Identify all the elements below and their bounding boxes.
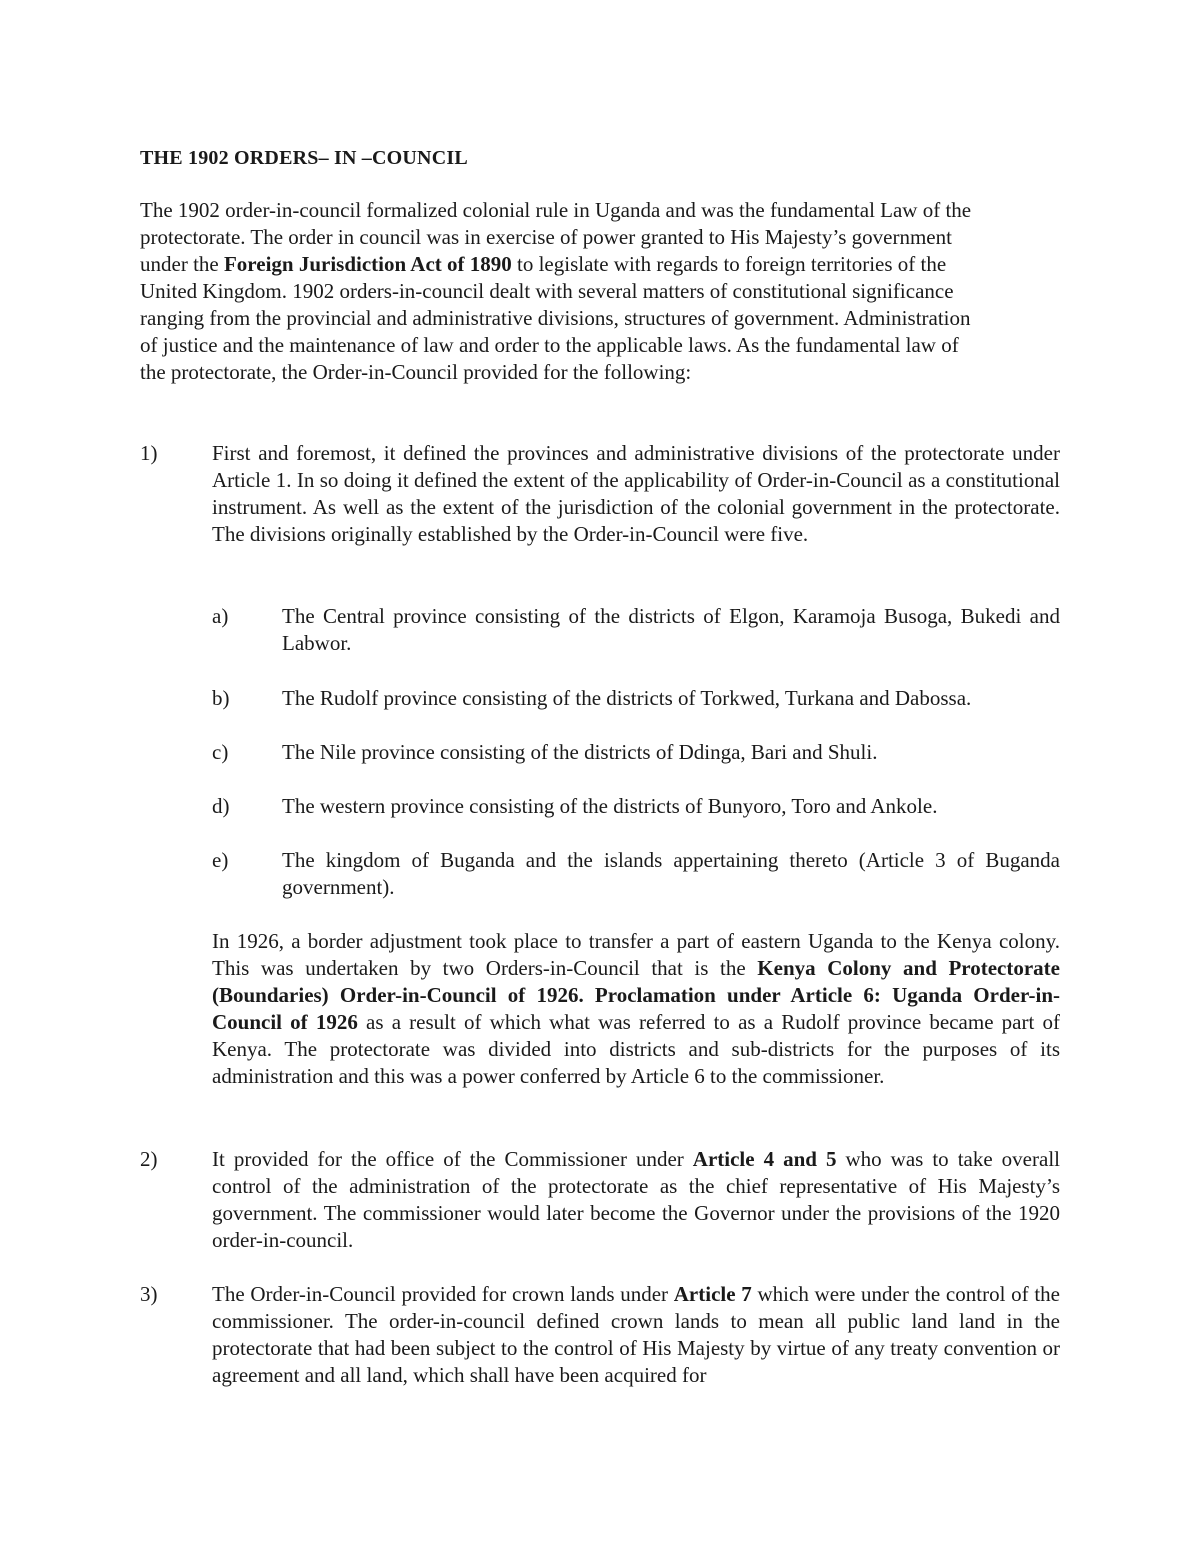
list-item-2	[140, 1146, 1060, 1254]
article-4-and-5: Article 4 and 5	[692, 1147, 837, 1171]
kenya-colony-order: Kenya Colony and Protectorate (Boundaries) Order-in-Council of 1926. Proclamation under Article 6: Uganda Order-in-Council of 1926	[212, 956, 1060, 1034]
list-item-3-part2: which were under the control of the commissioner. The order-in-council defined crown lands to mean all public land land in the protectorate that had been subject to the control of His Majesty by virtue of any treaty convention or agreement and all land, which shall have been acquired for	[212, 1282, 1060, 1387]
intro-paragraph	[140, 197, 980, 386]
sub-item-a	[212, 603, 1060, 657]
sub-item-c	[212, 739, 1060, 766]
sub-item-text: The kingdom of Buganda and the islands appertaining thereto (Article 3 of Buganda government).	[282, 848, 1060, 899]
foreign-jurisdiction-act: Foreign Jurisdiction Act of 1890	[223, 252, 512, 276]
sub-item-text: The western province consisting of the districts of Bunyoro, Toro and Ankole.	[282, 794, 938, 818]
list-number: 1)	[140, 441, 158, 465]
sub-item-letter: a)	[212, 604, 229, 628]
document-title: THE 1902 ORDERS– IN –COUNCIL	[140, 147, 468, 169]
list-item-text	[212, 1146, 1060, 1254]
intro-text-part1: The 1902 order-in-council formalized colonial rule in Uganda and was the fundamental Law of the protectorate. The order in council was in exercise of power granted to His Majesty’s government under the	[140, 198, 972, 276]
list-item-3	[140, 1281, 1060, 1389]
list-item-1	[140, 440, 1060, 548]
paragraph-1926-part2: as a result of which what was referred to as a Rudolf province became part of Kenya. The protectorate was divided into districts and sub-districts for the purposes of its administration and this was a power conferred by Article 6 to the commissioner.	[212, 1010, 1060, 1088]
list-item-2-part1: It provided for the office of the Commissioner under	[212, 1147, 693, 1171]
list-item-2-part2: who was to take overall control of the administration of the protectorate as the chief representative of His Majesty’s government. The commissioner would later become the Governor under the provisions of the 1920 order-in-council.	[212, 1147, 1060, 1252]
sub-item-b	[212, 685, 1060, 712]
paragraph-1926-part1: In 1926, a border adjustment took place to transfer a part of eastern Uganda to the Kenya colony. This was undertaken by two Orders-in-Council that is the	[212, 929, 1060, 980]
list-number: 2)	[140, 1147, 158, 1171]
list-item-3-part1: The Order-in-Council provided for crown lands under	[212, 1282, 674, 1306]
sub-item-letter: d)	[212, 794, 230, 818]
sub-item-text: The Nile province consisting of the districts of Ddinga, Bari and Shuli.	[282, 740, 878, 764]
intro-text	[140, 197, 980, 386]
sub-item-text: The Central province consisting of the districts of Elgon, Karamoja Busoga, Bukedi and Labwor.	[282, 604, 1060, 655]
list-item-text: First and foremost, it defined the provinces and administrative divisions of the protectorate under Article 1. In so doing it defined the extent of the applicability of Order-in-Council as a constitutional instrument. As well as the extent of the jurisdiction of the colonial government in the protectorate. The divisions originally established by the Order-in-Council were five.	[212, 441, 1060, 546]
sub-item-text: The Rudolf province consisting of the districts of Torkwed, Turkana and Dabossa.	[282, 686, 972, 710]
sub-item-d	[212, 793, 1060, 820]
paragraph-1926	[212, 928, 1060, 1090]
article-7: Article 7	[673, 1282, 752, 1306]
sub-item-letter: c)	[212, 740, 229, 764]
list-item-text	[212, 1281, 1060, 1389]
sub-item-letter: b)	[212, 686, 230, 710]
sub-item-letter: e)	[212, 848, 229, 872]
intro-text-part2: to legislate with regards to foreign territories of the United Kingdom. 1902 orders-in-council dealt with several matters of constitutional significance ranging from the provincial and administrative divisions, structures of government. Administration of justice and the maintenance of law and order to the applicable laws. As the fundamental law of the protectorate, the Order-in-Council provided for the following:	[140, 252, 971, 384]
sub-item-e	[212, 847, 1060, 901]
list-number: 3)	[140, 1282, 158, 1306]
